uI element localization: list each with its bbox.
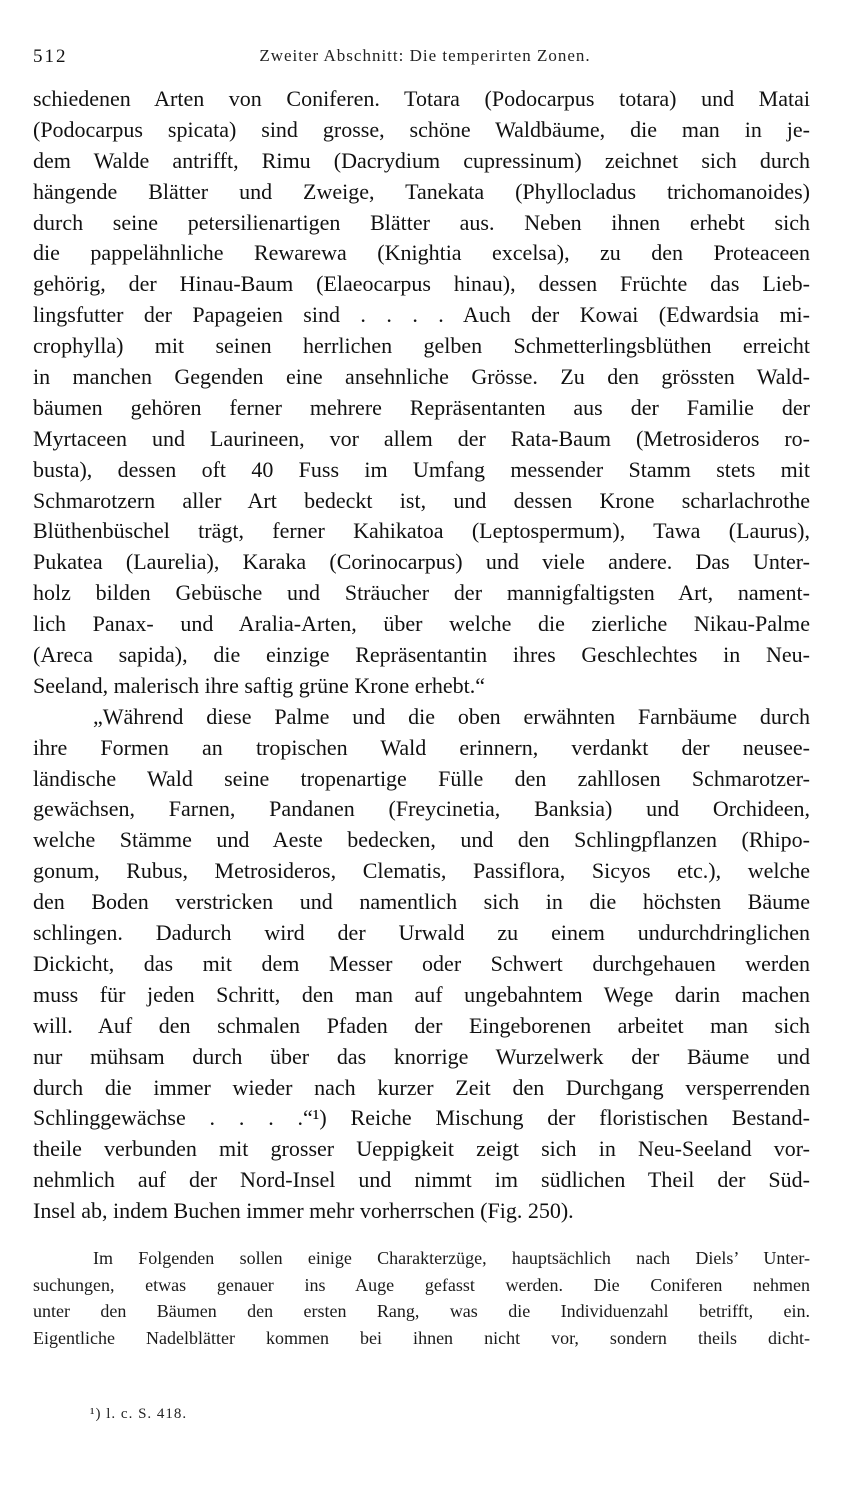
small-text-line: Im Folgenden sollen einige Charakterzüge, hauptsächlich nach Diels’ Unter- bbox=[93, 1248, 810, 1268]
text-line: lingsfutter der Papageien sind . . . . Auch der Kowai (Edwardsia mi- bbox=[33, 302, 810, 328]
text-line: schiedenen Arten von Coniferen. Totara (Podocarpus totara) und Matai bbox=[33, 86, 810, 111]
footnote: ¹) l. c. S. 418. bbox=[90, 1406, 188, 1422]
text-line: ihre Formen an tropischen Wald erinnern, verdankt der neusee- bbox=[33, 734, 810, 760]
text-line: will. Auf den schmalen Pfaden der Eingeborenen arbeitet man sich bbox=[33, 1012, 810, 1038]
small-text-line: Eigentliche Nadelblätter kommen bei ihnen nicht vor, sondern theils dicht- bbox=[33, 1328, 810, 1349]
small-text-line: unter den Bäumen den ersten Rang, was die Individuenzahl betrifft, ein. bbox=[33, 1301, 810, 1322]
text-line: die pappelähnliche Rewarewa (Knightia excelsa), zu den Proteaceen bbox=[33, 240, 810, 266]
text-line: nur mühsam durch über das knorrige Wurzelwerk der Bäume und bbox=[33, 1043, 810, 1069]
small-print-paragraph bbox=[33, 1245, 810, 1352]
text-line: Blüthenbüschel trägt, ferner Kahikatoa (Leptospermum), Tawa (Laurus), bbox=[33, 518, 810, 544]
text-line: (Areca sapida), die einzige Repräsentantin ihres Geschlechtes in Neu- bbox=[33, 642, 810, 668]
text-line: ländische Wald seine tropenartige Fülle den zahllosen Schmarotzer- bbox=[33, 765, 810, 791]
text-line: in manchen Gegenden eine ansehnliche Grösse. Zu den grössten Wald- bbox=[33, 364, 810, 390]
text-line: Seeland, malerisch ihre saftig grüne Krone erhebt.“ bbox=[33, 672, 486, 698]
text-line: hängende Blätter und Zweige, Tanekata (Phyllocladus trichomanoides) bbox=[33, 178, 810, 204]
text-line: Pukatea (Laurelia), Karaka (Corinocarpus) und viele andere. Das Unter- bbox=[33, 549, 810, 575]
page-header bbox=[33, 46, 817, 70]
text-line: gonum, Rubus, Metrosideros, Clematis, Passiflora, Sicyos etc.), welche bbox=[33, 858, 810, 884]
text-line: busta), dessen oft 40 Fuss im Umfang messender Stamm stets mit bbox=[33, 456, 810, 482]
text-line: durch die immer wieder nach kurzer Zeit den Durchgang versperrenden bbox=[33, 1074, 810, 1100]
text-line: Insel ab, indem Buchen immer mehr vorherrschen (Fig. 250). bbox=[33, 1198, 574, 1224]
text-line: den Boden verstricken und namentlich sich in die höchsten Bäume bbox=[33, 889, 810, 915]
text-line: theile verbunden mit grosser Ueppigkeit zeigt sich in Neu-Seeland vor- bbox=[33, 1136, 810, 1162]
text-line: welche Stämme und Aeste bedecken, und den Schlingpflanzen (Rhipo- bbox=[33, 827, 810, 853]
text-line: lich Panax- und Aralia-Arten, über welche die zierliche Nikau-Palme bbox=[33, 611, 810, 637]
text-line: gehörig, der Hinau-Baum (Elaeocarpus hinau), dessen Früchte das Lieb- bbox=[33, 271, 810, 297]
text-line: crophylla) mit seinen herrlichen gelben Schmetterlingsblüthen erreicht bbox=[33, 333, 810, 359]
text-line: schlingen. Dadurch wird der Urwald zu einem undurchdringlichen bbox=[33, 920, 810, 946]
text-line: Dickicht, das mit dem Messer oder Schwert durchgehauen werden bbox=[33, 950, 810, 976]
text-line: „Während diese Palme und die oben erwähnten Farnbäume durch bbox=[93, 703, 810, 729]
text-line: bäumen gehören ferner mehrere Repräsentanten aus der Familie der bbox=[33, 394, 810, 420]
text-line: muss für jeden Schritt, den man auf ungebahntem Wege darin machen bbox=[33, 981, 810, 1007]
running-head: Zweiter Abschnitt: Die temperirten Zonen. bbox=[259, 46, 591, 65]
text-line: Schlinggewächse . . . .“¹) Reiche Mischung der floristischen Bestand- bbox=[33, 1105, 810, 1131]
text-line: Schmarotzern aller Art bedeckt ist, und dessen Krone scharlachrothe bbox=[33, 487, 810, 513]
main-body-text bbox=[33, 84, 810, 1227]
text-line: (Podocarpus spicata) sind grosse, schöne Waldbäume, die man in je- bbox=[33, 116, 810, 142]
text-line: holz bilden Gebüsche und Sträucher der mannigfaltigsten Art, nament- bbox=[33, 580, 810, 606]
text-line: dem Walde antrifft, Rimu (Dacrydium cupressinum) zeichnet sich durch bbox=[33, 147, 810, 173]
text-line: durch seine petersilienartigen Blätter aus. Neben ihnen erhebt sich bbox=[33, 209, 810, 235]
text-line: gewächsen, Farnen, Pandanen (Freycinetia, Banksia) und Orchideen, bbox=[33, 796, 810, 822]
page-number: 512 bbox=[33, 46, 68, 67]
small-text-line: suchungen, etwas genauer ins Auge gefasst werden. Die Coniferen nehmen bbox=[33, 1274, 810, 1295]
text-line: Myrtaceen und Laurineen, vor allem der Rata-Baum (Metrosideros ro- bbox=[33, 425, 810, 451]
text-line: nehmlich auf der Nord-Insel und nimmt im südlichen Theil der Süd- bbox=[33, 1167, 810, 1193]
